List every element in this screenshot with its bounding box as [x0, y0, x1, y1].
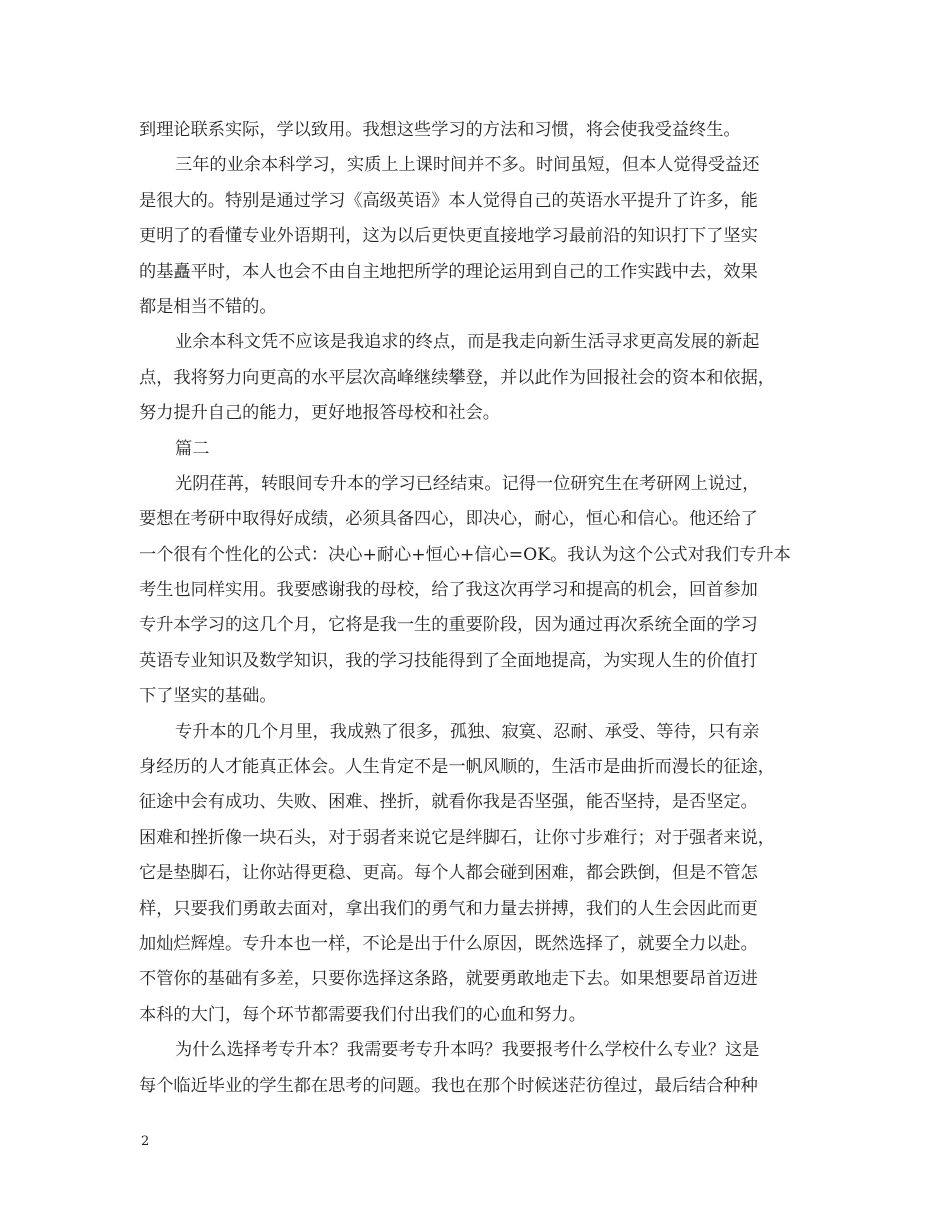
text-line: 下了坚实的基础。 [139, 686, 277, 707]
text-line: 本科的大门，每个环节都需要我们付出我们的心血和努力。 [139, 1004, 586, 1025]
text-line: 更明了的看懂专业外语期刊，这为以后更快更直接地学习最前沿的知识打下了坚实 [139, 226, 758, 247]
text-line: 每个临近毕业的学生都在思考的问题。我也在那个时候迷茫彷徨过，最后结合种种 [139, 1075, 758, 1096]
text-line: 它是垫脚石，让你站得更稳、更高。每个人都会碰到困难，都会跌倒，但是不管怎 [139, 863, 758, 884]
text-line: 篇二 [175, 438, 210, 459]
text-line: 是很大的。特别是通过学习《高级英语》本人觉得自己的英语水平提升了许多，能 [139, 190, 758, 211]
text-line: 征途中会有成功、失败、困难、挫折，就看你我是否坚强，能否坚持，是否坚定。 [139, 792, 758, 813]
text-line: 为什么选择考专升本？我需要考专升本吗？我要报考什么学校什么专业？这是 [175, 1040, 760, 1061]
text-line: 不管你的基础有多差，只要你选择这条路，就要勇敢地走下去。如果想要昂首迈进 [139, 969, 758, 990]
text-line: 专升本的几个月里，我成熟了很多，孤独、寂寞、忍耐、承受、等待，只有亲 [175, 721, 760, 742]
text-line: 加灿烂辉煌。专升本也一样，不论是出于什么原因，既然选择了，就要全力以赴。 [139, 933, 758, 954]
paragraph [139, 432, 819, 467]
text-line: 困难和挫折像一块石头，对于弱者来说它是绊脚石，让你寸步难行；对于强者来说， [139, 827, 775, 848]
text-line: 专升本学习的这几个月，它将是我一生的重要阶段，因为通过再次系统全面的学习 [139, 615, 758, 636]
paragraph [139, 325, 819, 431]
text-line: 的基矗平时，本人也会不由自主地把所学的理论运用到自己的工作实践中去，效果 [139, 261, 758, 282]
text-line: 点，我将努力向更高的水平层次高峰继续攀登，并以此作为回报社会的资本和依据， [139, 367, 775, 388]
text-line: 努力提升自己的能力，更好地报答母校和社会。 [139, 403, 500, 424]
text-line: 身经历的人才能真正体会。人生肯定不是一帆风顺的，生活市是曲折而漫长的征途， [139, 757, 775, 778]
text-line: 到理论联系实际，学以致用。我想这些学习的方法和习惯，将会使我受益终生。 [139, 120, 741, 140]
paragraph [139, 715, 819, 1034]
text-line: 英语专业知识及数学知识，我的学习技能得到了全面地提高，为实现人生的价值打 [139, 650, 758, 671]
paragraph [139, 1033, 819, 1104]
paragraph [139, 113, 819, 148]
text-line: 一个很有个性化的公式：决心+耐心+恒心+信心=OK。我认为这个公式对我们专升本 [139, 544, 791, 565]
body-text [139, 113, 819, 1104]
paragraph [139, 467, 819, 715]
paragraph [139, 148, 819, 325]
text-line: 要想在考研中取得好成绩，必须具备四心，即决心，耐心，恒心和信心。他还给了 [139, 509, 758, 530]
text-line: 光阴荏苒，转眼间专升本的学习已经结束。记得一位研究生在考研网上说过， [175, 473, 760, 494]
text-line: 都是相当不错的。 [139, 296, 277, 317]
page-number: 2 [141, 1134, 150, 1149]
text-line: 三年的业余本科学习，实质上上课时间并不多。时间虽短，但本人觉得受益还 [175, 155, 760, 176]
text-line: 业余本科文凭不应该是我追求的终点，而是我走向新生活寻求更高发展的新起 [175, 332, 760, 353]
text-line: 考生也同样实用。我要感谢我的母校，给了我这次再学习和提高的机会，回首参加 [139, 580, 758, 601]
text-line: 样，只要我们勇敢去面对，拿出我们的勇气和力量去拼搏，我们的人生会因此而更 [139, 898, 758, 919]
